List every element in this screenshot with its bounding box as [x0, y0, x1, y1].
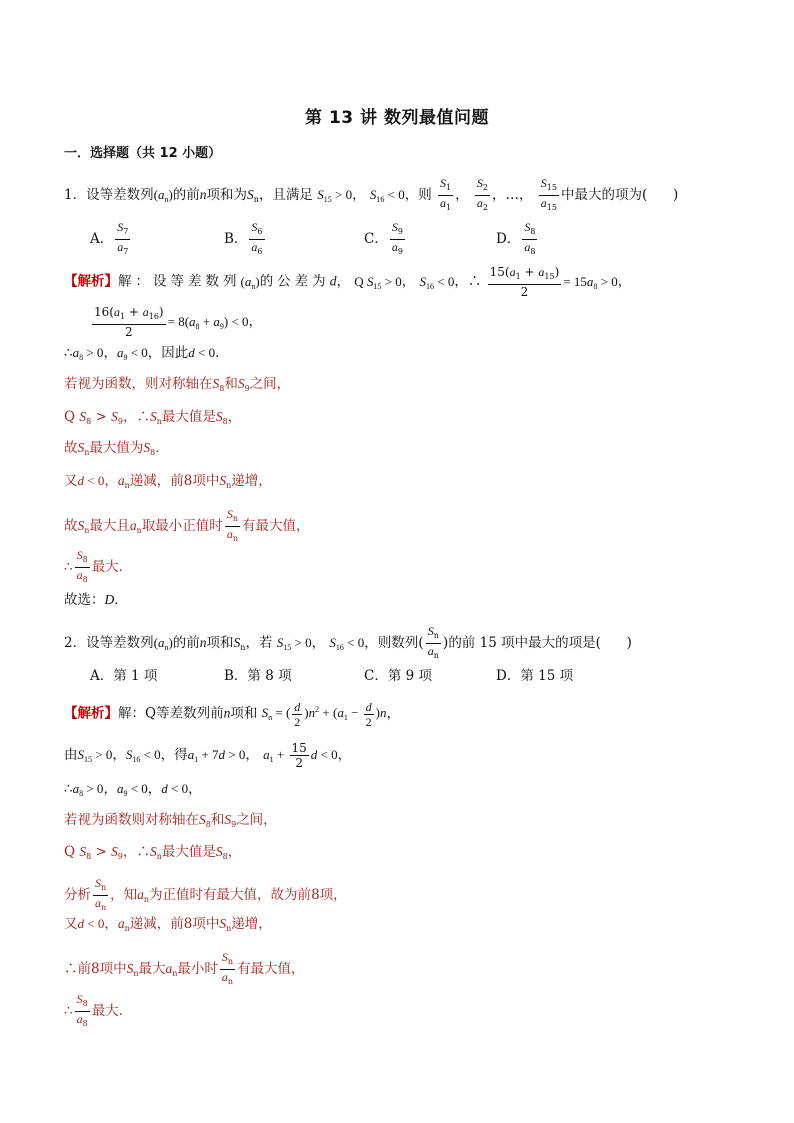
- answer-1-line-1: 【解析】解：设等差数列$(a_n)$的公差为d， Q $S_{15} > 0$， $S_{16} < 0$，∴ $\frac{15(a_1 + a_{15})}{2}$ = $15a_8 > 0$，: [64, 265, 632, 299]
- q2-option-a: A．第 1 项: [90, 668, 158, 684]
- answer-1-line-6: 故$S_n$最大值为$S_8$．: [64, 440, 169, 457]
- answer-1-choice: 故选：D．: [64, 592, 128, 608]
- answer-2-line-6: 分析 $\frac{S_n}{a_n}$ ，知$a_n$为正值时有最大值，故为前8项，: [64, 876, 347, 912]
- answer-2-line-5: Q $S_8 > S_9$，$\therefore S_n$最大值是$S_8$，: [64, 844, 242, 861]
- answer-1-line-9: ∴ $\frac{S_8}{a_8}$ 最大．: [64, 548, 133, 584]
- q1-option-a: A． $\frac{S_7}{a_7}$: [90, 220, 129, 256]
- q1-option-d: D． $\frac{S_8}{a_8}$: [496, 220, 536, 256]
- answer-1-line-5: Q $S_8 > S_9$，$\therefore S_n$最大值是$S_8$，: [64, 409, 242, 426]
- answer-1-line-4: 若视为函数，则对称轴在$S_8$和$S_9$之间，: [64, 376, 291, 393]
- answer-2-line-1: 【解析】解：Q等差数列前n项和 $S_n$ = ( $\frac{d}{2}$ )$n^2 + (a_1$ − $\frac{d}{2}$ )n，: [64, 700, 400, 729]
- answer-2-line-7: 又d < 0，$a_n$递减，前8项中$S_n$递增，: [64, 916, 272, 933]
- q1-option-b: B． $\frac{S_6}{a_6}$: [224, 220, 263, 256]
- answer-2-line-4: 若视为函数则对称轴在$S_8$和$S_9$之间，: [64, 812, 277, 829]
- q2-option-c: C．第 9 项: [364, 668, 433, 684]
- answer-1-line-2: $\frac{16(a_1 + a_{16})}{2}$ = $8(a_8 + a_9) < 0$，: [94, 305, 263, 339]
- question-1-stem: 1．设等差数列$(a_n)$的前n项和为$S_n$，且满足 $S_{15} > 0$， $S_{16} < 0$，则 $\frac{S_1}{a_1}$ ， $\frac{S_2}{a_2}$ ，…， $\frac{S_{15}}{a_{15}}$ 中最大的项为( ): [64, 176, 679, 212]
- section-heading: 一．选择题（共 12 小题）: [64, 146, 222, 161]
- question-2-stem: 2．设等差数列$(a_n)$的前n项和$S_n$，若 $S_{15} > 0$， $S_{16} < 0$，则数列( $\frac{S_n}{a_n}$ )的前 15 项中最大的项是( ): [64, 624, 632, 660]
- answer-1-line-8: 故$S_n$最大且$a_n$取最小正值时 $\frac{S_n}{a_n}$ 有最大值，: [64, 507, 310, 543]
- answer-2-line-3: $\therefore a_8 > 0$，$a_9 < 0$，d < 0，: [64, 781, 202, 798]
- q2-option-d: D．第 15 项: [496, 668, 574, 684]
- answer-1-line-7: 又d < 0，$a_n$递减，前8项中$S_n$递增，: [64, 473, 272, 490]
- answer-2-line-2: 由$S_{15} > 0$，$S_{16} < 0$，得$a_1 + 7d > 0$， $a_1$ + $\frac{15}{2}$ d < 0，: [64, 741, 352, 770]
- page-title: 第 13 讲 数列最值问题: [305, 108, 489, 128]
- q1-option-c: C． $\frac{S_9}{a_9}$: [364, 220, 403, 256]
- answer-2-line-8: ∴前8项中$S_n$最大$a_n$最小时 $\frac{S_n}{a_n}$ 有最大值，: [64, 950, 305, 986]
- answer-1-line-3: $\therefore a_8 > 0$，$a_9 < 0$，因此d < 0．: [64, 345, 229, 362]
- q2-option-b: B．第 8 项: [224, 668, 292, 684]
- answer-2-line-9: ∴ $\frac{S_8}{a_8}$ 最大．: [64, 992, 133, 1028]
